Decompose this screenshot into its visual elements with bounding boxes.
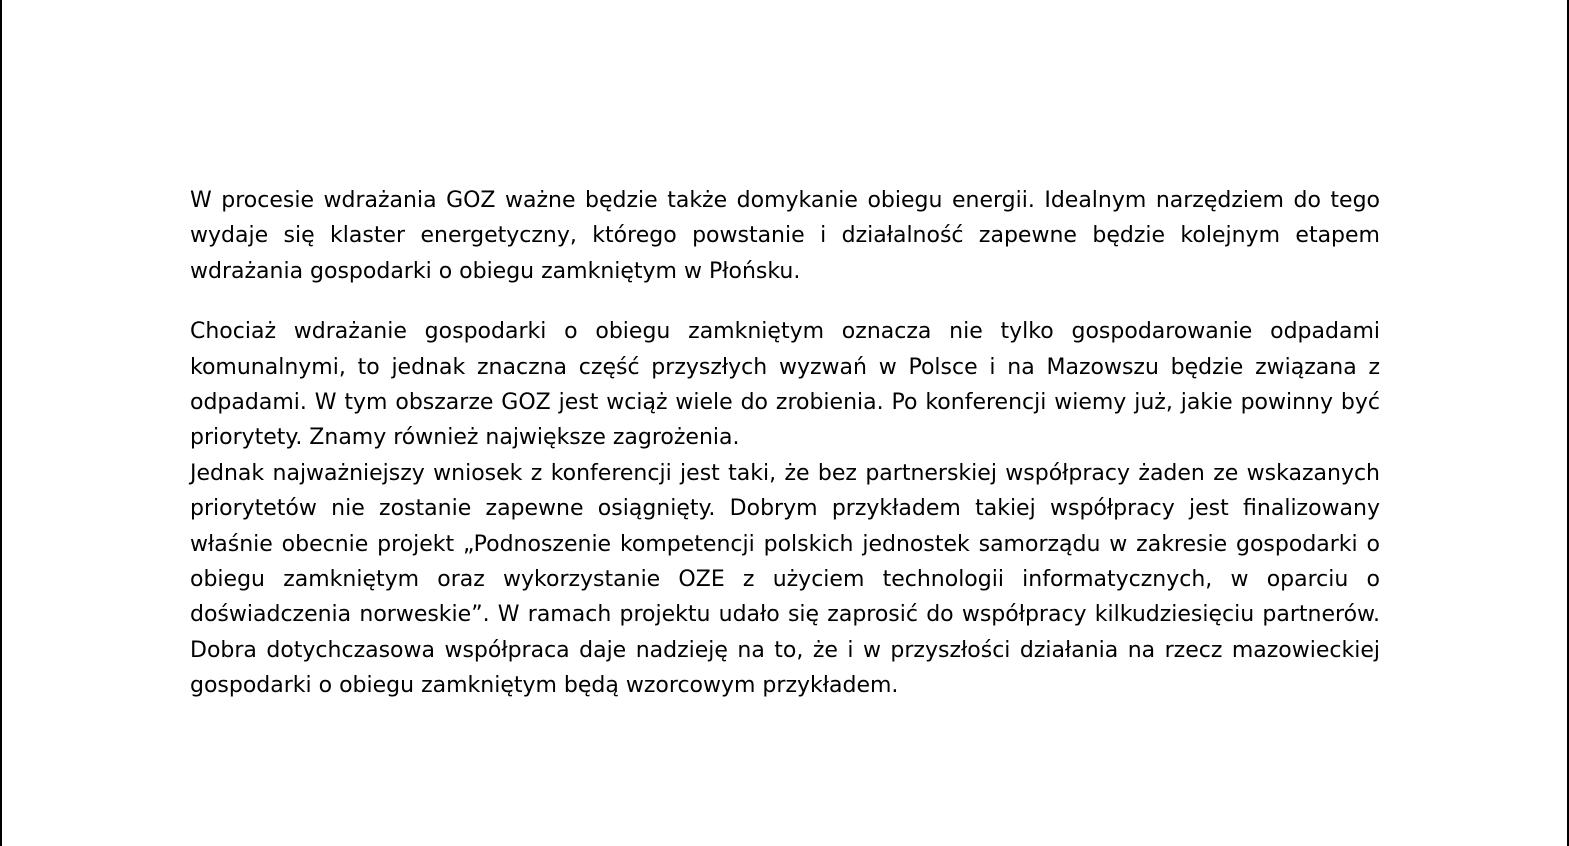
document-body — [190, 183, 1380, 704]
paragraph-energy-cluster: W procesie wdrażania GOZ ważne będzie także domykanie obiegu energii. Idealnym narzędziem do tego wydaje się klaster energetyczny, którego powstanie i działalność zapewne będzie kolejnym etapem wdrażania gospodarki o obiegu zamkniętym w Płońsku. — [190, 188, 1380, 284]
paragraph-waste-challenges: Chociaż wdrażanie gospodarki o obiegu zamkniętym oznacza nie tylko gospodarowanie odpadami komunalnymi, to jednak znaczna część przyszłych wyzwań w Polsce i na Mazowszu będzie związana z odpadami. W tym obszarze GOZ jest wciąż wiele do zrobienia. Po konferencji wiemy już, jakie powinny być priorytety. Znamy również największe zagrożenia. — [190, 319, 1380, 451]
paragraph-partnership: Jednak najważniejszy wniosek z konferencji jest taki, że bez partnerskiej współpracy żaden ze wskazanych priorytetów nie zostanie zapewne osiągnięty. Dobrym przykładem takiej współpracy jest finalizowany właśnie obecnie projekt „Podnoszenie kompetencji polskich jednostek samorządu w zakresie gospodarki o obiegu zamkniętym oraz wykorzystanie OZE z użyciem technologii informatycznych, w oparciu o doświadczenia norweskie”. W ramach projektu udało się zaprosić do współpracy kilkudziesięciu partnerów. Dobra dotychczasowa współpraca daje nadzieję na to, że i w przyszłości działania na rzecz mazowieckiej gospodarki o obiegu zamkniętym będą wzorcowym przykładem. — [190, 460, 1380, 699]
